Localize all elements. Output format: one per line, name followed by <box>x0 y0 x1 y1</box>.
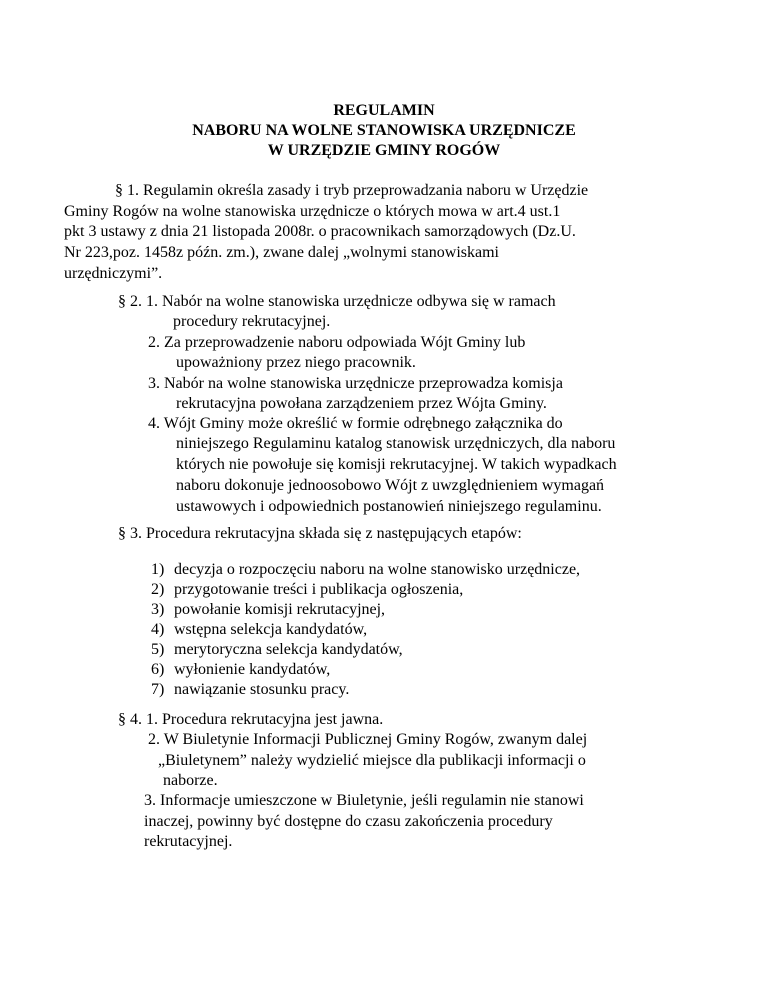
section-4-line: inaczej, powinny być dostępne do czasu zakończenia procedury <box>144 813 553 830</box>
document-title-line-2: NABORU NA WOLNE STANOWISKA URZĘDNICZE <box>192 122 576 139</box>
list-item-text: merytoryczna selekcja kandydatów, <box>174 641 403 658</box>
list-item-number: 6) <box>151 661 165 678</box>
section-2-line: upoważniony przez niego pracownik. <box>176 354 416 371</box>
section-1-line: pkt 3 ustawy z dnia 21 listopada 2008r. o pracownikach samorządowych (Dz.U. <box>64 223 576 240</box>
list-item-text: wstępna selekcja kandydatów, <box>174 621 368 638</box>
section-1-line: Nr 223,poz. 1458z późn. zm.), zwane dalej „wolnymi stanowiskami <box>64 244 499 261</box>
list-item-number: 5) <box>151 641 165 658</box>
section-4-line: rekrutacyjnej. <box>144 833 233 850</box>
section-2-line: 2. Za przeprowadzenie naboru odpowiada Wójt Gminy lub <box>148 334 526 351</box>
list-item-number: 1) <box>151 561 165 578</box>
list-item-number: 7) <box>151 681 165 698</box>
section-2-line: ustawowych i odpowiednich postanowień niniejszego regulaminu. <box>176 498 602 515</box>
section-1-line: Gminy Rogów na wolne stanowiska urzędnicze o których mowa w art.4 ust.1 <box>64 203 561 220</box>
section-2-line: których nie powołuje się komisji rekrutacyjnej. W takich wypadkach <box>176 456 617 473</box>
section-4-line: 3. Informacje umieszczone w Biuletynie, jeśli regulamin nie stanowi <box>144 792 584 809</box>
document-title-line-3: W URZĘDZIE GMINY ROGÓW <box>267 142 501 159</box>
section-4-line: naborze. <box>163 772 218 789</box>
section-2-line: rekrutacyjna powołana zarządzeniem przez Wójta Gminy. <box>176 395 547 412</box>
list-item-number: 2) <box>151 581 165 598</box>
section-4-line: „Biuletynem” należy wydzielić miejsce dla publikacji informacji o <box>158 752 586 769</box>
document-title-line-1: REGULAMIN <box>333 102 435 119</box>
section-2-line: 3. Nabór na wolne stanowiska urzędnicze przeprowadza komisja <box>148 375 563 392</box>
list-item-text: wyłonienie kandydatów, <box>174 661 331 678</box>
list-item-number: 3) <box>151 601 165 618</box>
list-item-text: nawiązanie stosunku pracy. <box>174 681 350 698</box>
section-4-line: 2. W Biuletynie Informacji Publicznej Gminy Rogów, zwanym dalej <box>148 731 588 748</box>
section-2-line: 4. Wójt Gminy może określić w formie odrębnego załącznika do <box>148 415 563 432</box>
list-item-number: 4) <box>151 621 165 638</box>
section-2-line: § 2. 1. Nabór na wolne stanowiska urzędnicze odbywa się w ramach <box>118 293 556 310</box>
list-item-text: przygotowanie treści i publikacja ogłoszenia, <box>174 581 464 598</box>
section-1-line: urzędniczymi”. <box>64 265 163 282</box>
section-2-line: procedury rekrutacyjnej. <box>173 313 331 330</box>
list-item-text: decyzja o rozpoczęciu naboru na wolne stanowisko urzędnicze, <box>174 561 581 578</box>
section-2-line: niniejszego Regulaminu katalog stanowisk urzędniczych, dla naboru <box>176 435 616 452</box>
section-4-line: § 4. 1. Procedura rekrutacyjna jest jawna. <box>118 711 384 728</box>
section-3-intro: § 3. Procedura rekrutacyjna składa się z następujących etapów: <box>118 525 522 542</box>
section-1-line: § 1. Regulamin określa zasady i tryb przeprowadzania naboru w Urzędzie <box>115 182 589 199</box>
section-2-line: naboru dokonuje jednoosobowo Wójt z uwzględnieniem wymagań <box>176 477 605 494</box>
list-item-text: powołanie komisji rekrutacyjnej, <box>174 601 386 618</box>
